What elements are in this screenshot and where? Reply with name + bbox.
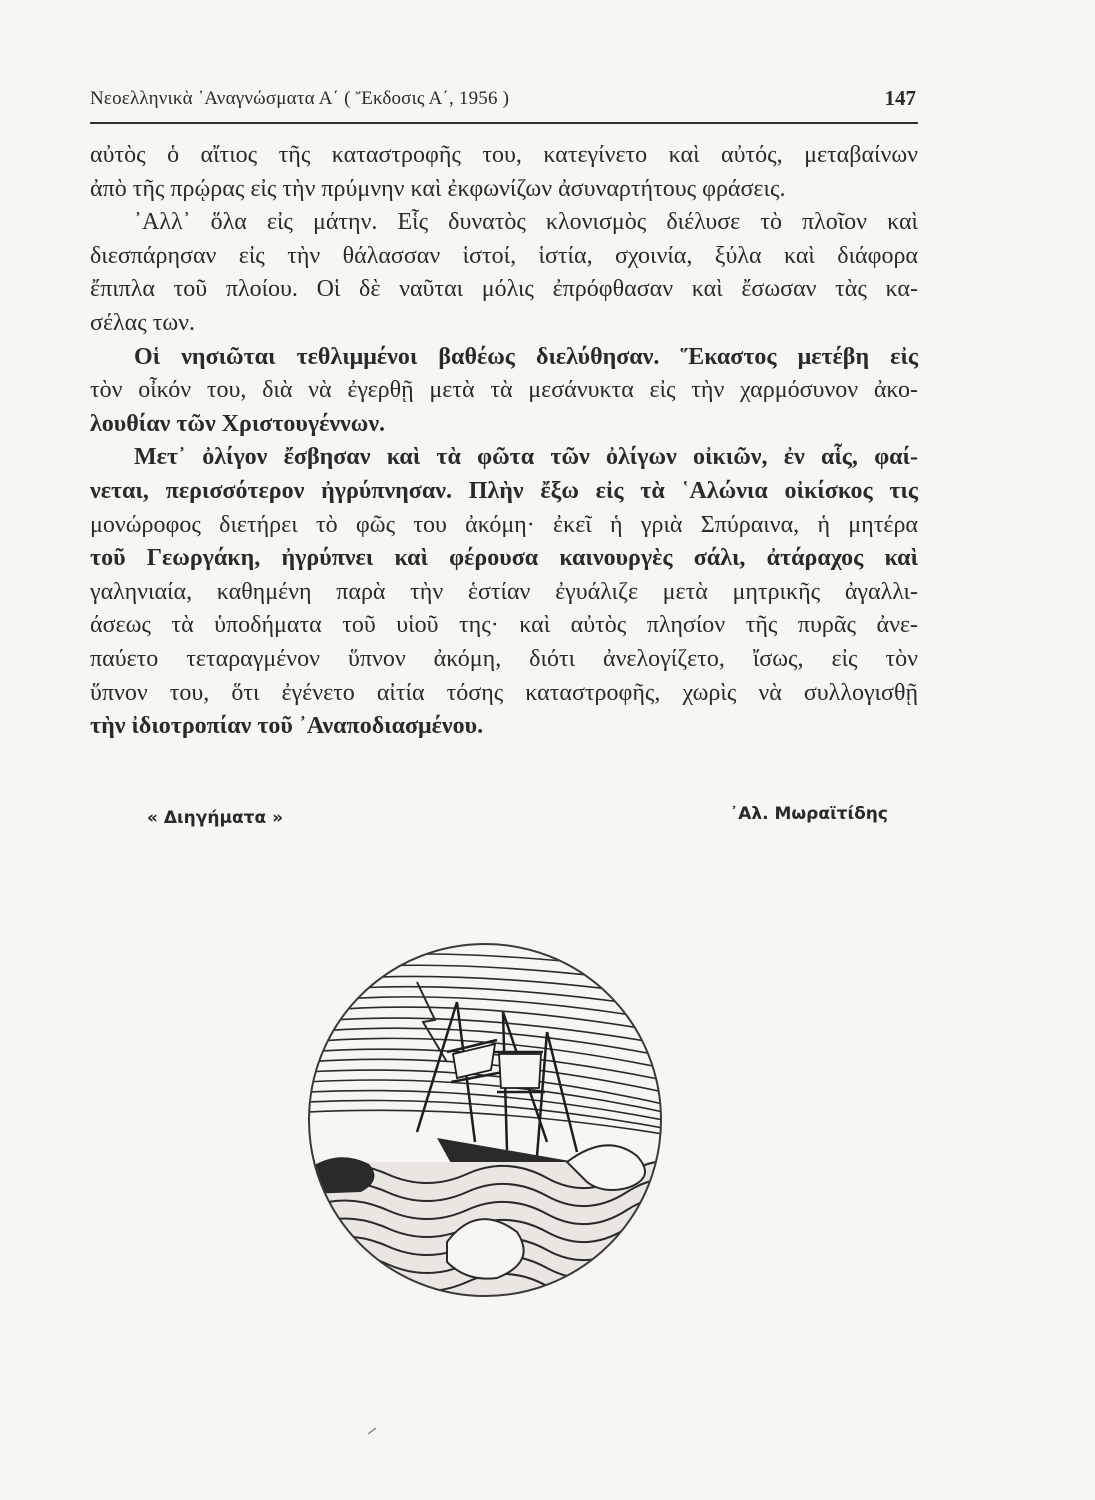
running-title: Νεοελληνικὰ ᾿Αναγνώσματα Α΄ ( Ἔκδοσις Α΄, 1956 ): [90, 88, 510, 109]
text-line: παύετο τεταραγμένον ὕπνον ἀκόμη, διότι ἀνελογίζετο, ἴσως, εἰς τὸν: [90, 645, 918, 672]
text-line: Μετ᾿ ὀλίγον ἔσβησαν καὶ τὰ φῶτα τῶν ὀλίγων οἰκιῶν, ἐν αἷς, φαί-: [134, 444, 918, 471]
text-line: τὸν οἶκόν του, διὰ νὰ ἐγερθῇ μετὰ τὰ μεσάνυκτα εἰς τὴν χαρμόσυνον ἀκο-: [90, 377, 918, 404]
text-line: αὐτὸς ὁ αἴτιος τῆς καταστροφῆς του, κατεγίνετο καὶ αὐτός, μεταβαίνων: [90, 142, 918, 168]
text-line: ἔπιπλα τοῦ πλοίου. Οἱ δὲ ναῦται μόλις ἐπρόφθασαν καὶ ἔσωσαν τὰς κα-: [90, 276, 918, 303]
text-line: νεται, περισσότερον ἠγρύπνησαν. Πλὴν ἔξω εἰς τὰ ῾Αλώνια οἰκίσκος τις: [90, 477, 918, 504]
text-line: γαληνιαία, καθημένη παρὰ τὴν ἑστίαν ἐγυάλιζε μετὰ μητρικῆς ἀγαλλι-: [90, 578, 918, 605]
text-line: ὕπνον του, ὅτι ἐγένετο αἰτία τόσης καταστροφῆς, χωρὶς νὰ συλλογισθῇ: [90, 679, 918, 706]
stormy-sea: [307, 1145, 663, 1298]
running-header: [90, 88, 918, 124]
text-line: τοῦ Γεωργάκη, ἠγρύπνει καὶ φέρουσα καινουργὲς σάλι, ἀτάραχος καὶ: [90, 545, 918, 572]
text-line: τὴν ἰδιοτροπίαν τοῦ ᾿Αναποδιασμένου.: [90, 713, 484, 740]
text-line: ᾿Αλλ᾿ ὅλα εἰς μάτην. Εἷς δυνατὸς κλονισμὸς διέλυσε τὸ πλοῖον καὶ: [134, 209, 918, 236]
page-number: 147: [884, 86, 916, 110]
text-line: άσεως τὰ ὑποδήματα τοῦ υἱοῦ της· καὶ αὐτὸς πλησίον τῆς πυρᾶς ἀνε-: [90, 612, 918, 639]
ship-in-storm-vignette: [307, 942, 663, 1298]
text-line: Οἱ νησιῶται τεθλιμμένοι βαθέως διελύθησαν. Ἕκαστος μετέβη εἰς: [134, 343, 918, 370]
text-line: μονώροφος διετήρει τὸ φῶς του ἀκόμη· ἐκεῖ ἡ γριὰ Σπύραινα, ἡ μητέρα: [90, 511, 918, 538]
source-title: « Διηγήματα »: [147, 808, 284, 828]
body-text: [90, 139, 918, 744]
text-line: ἀπὸ τῆς πρῴρας εἰς τὴν πρύμνην καὶ ἐκφωνίζων ἀσυναρτήτους φράσεις.: [90, 175, 786, 202]
text-line: λουθίαν τῶν Χριστουγέννων.: [90, 410, 386, 437]
text-line: διεσπάρησαν εἰς τὴν θάλασσαν ἱστοί, ἱστία, σχοινία, ξύλα καὶ διάφορα: [90, 242, 918, 269]
text-line: σέλας των.: [90, 309, 196, 336]
ink-speck: [368, 1428, 376, 1434]
author-name: ᾿Αλ. Μωραϊτίδης: [729, 804, 888, 824]
